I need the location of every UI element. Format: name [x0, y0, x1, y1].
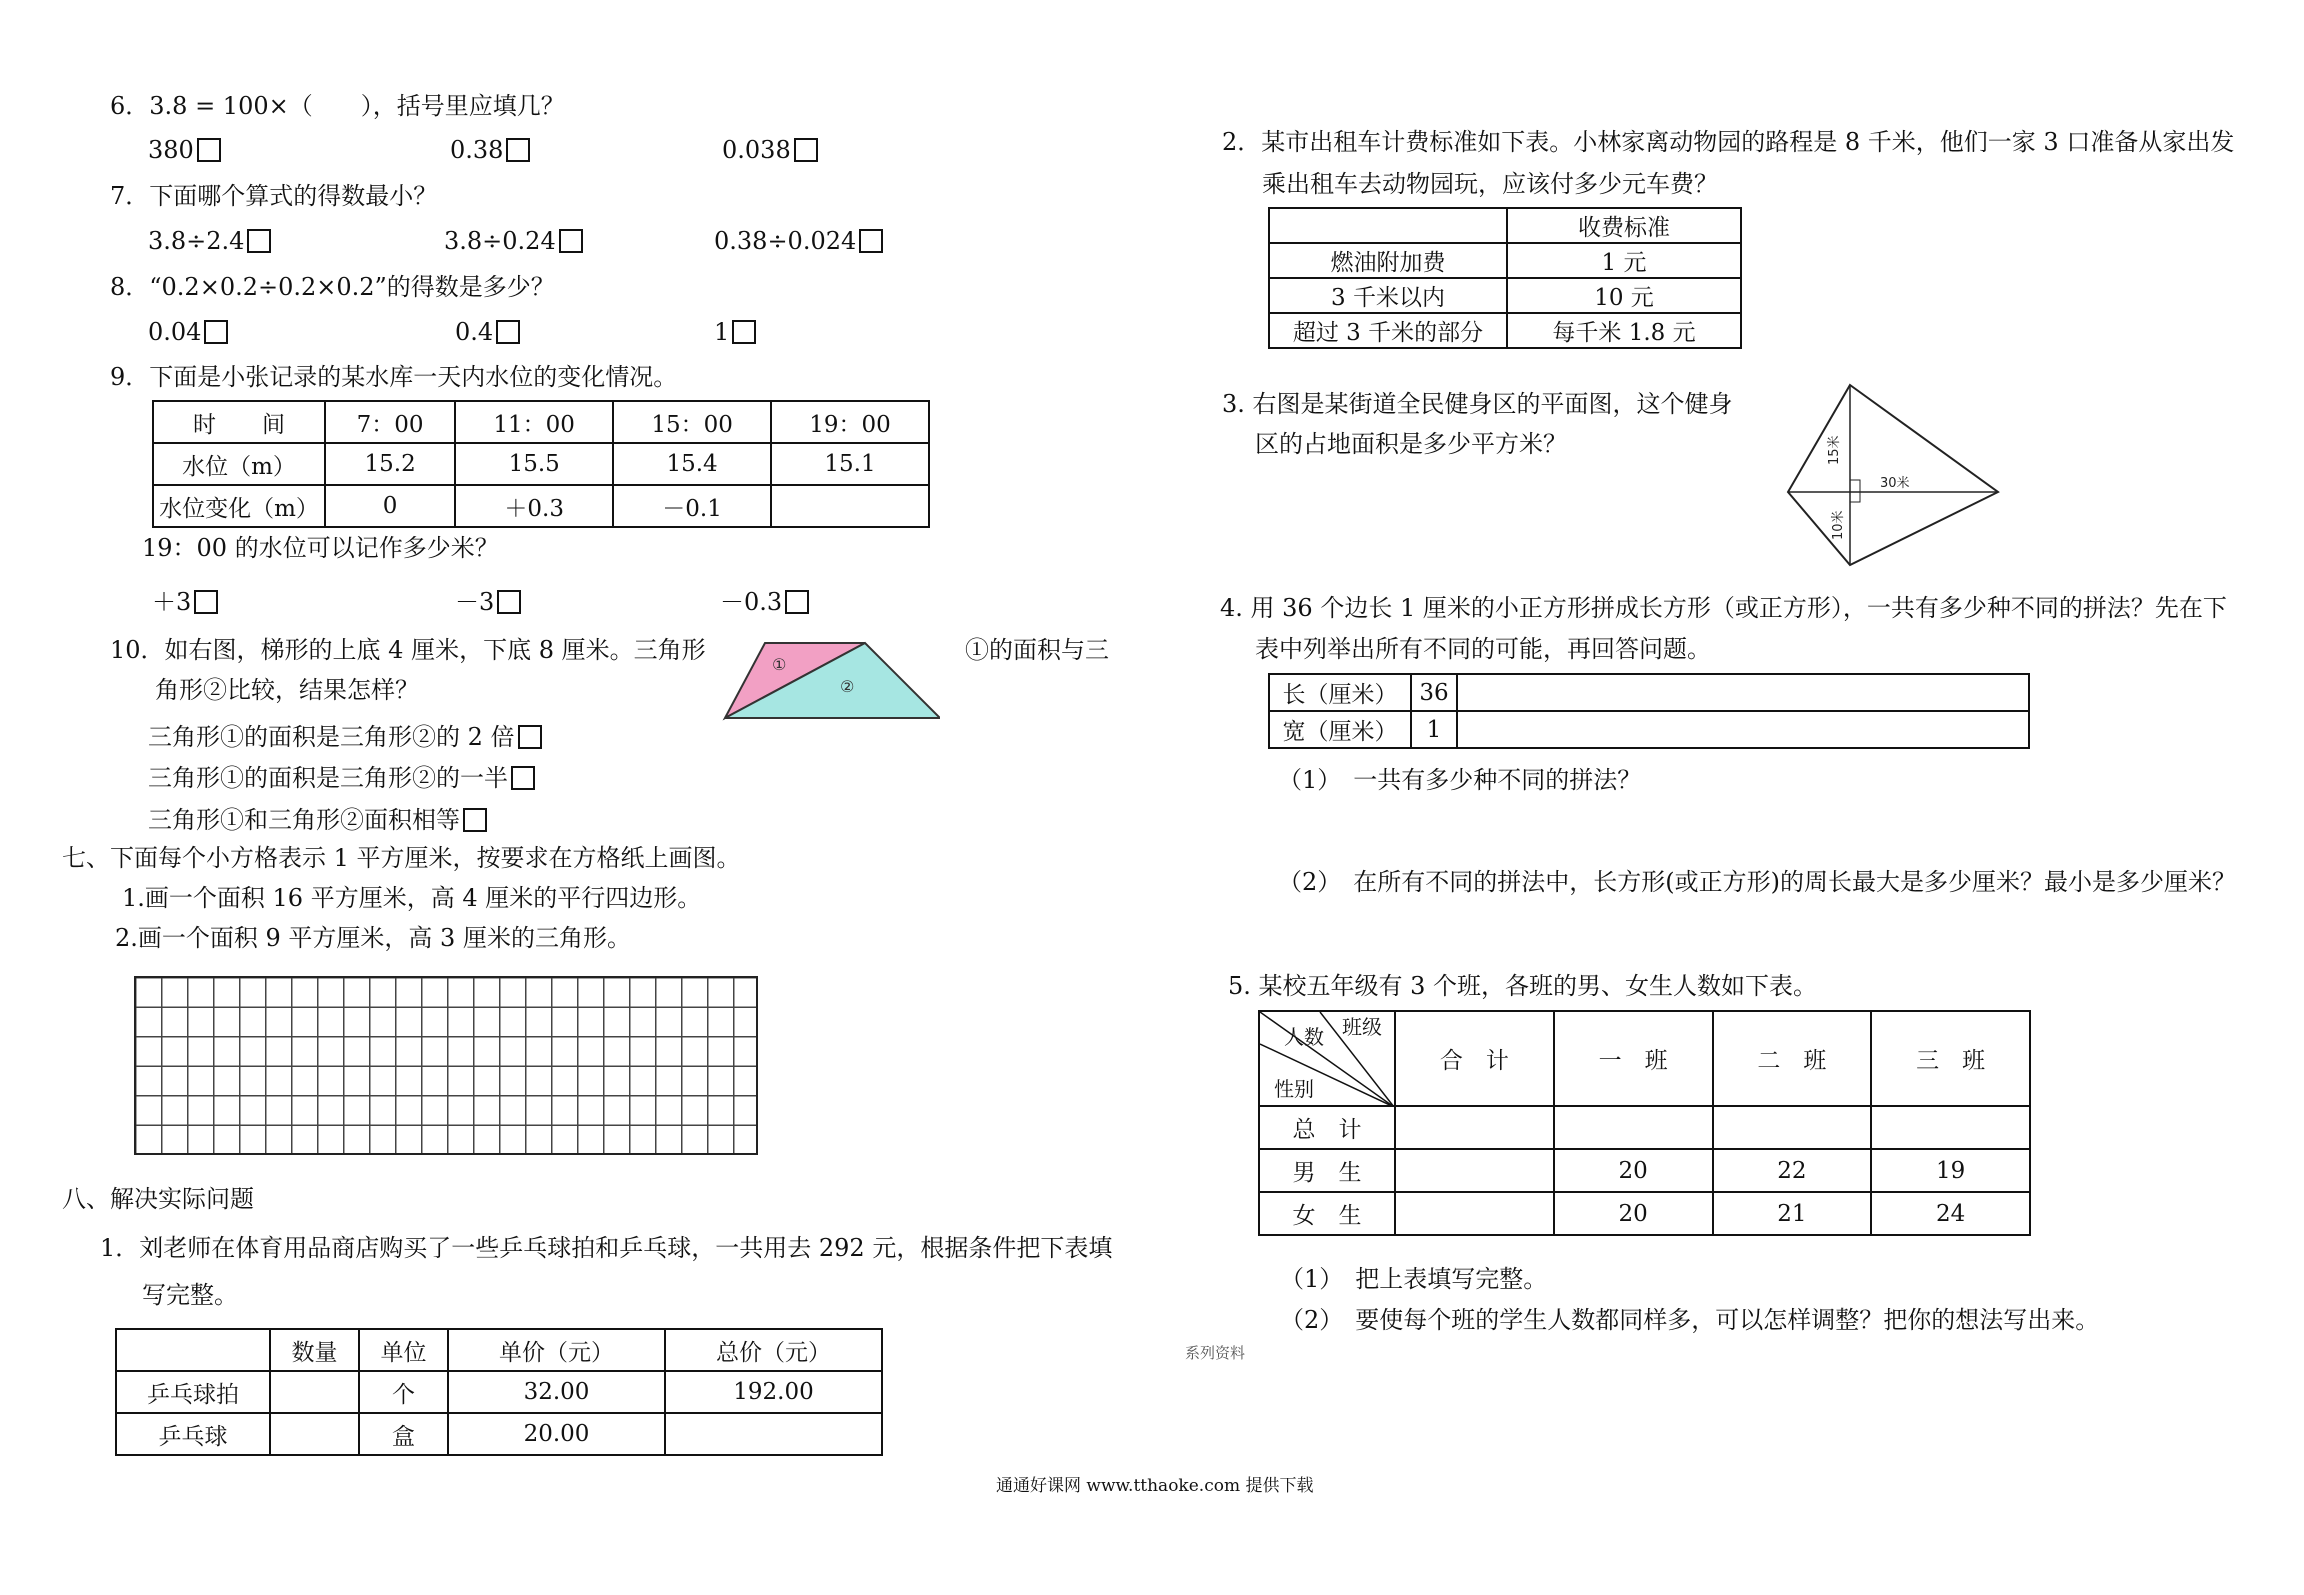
table-cell[interactable]	[1713, 1106, 1872, 1149]
checkbox[interactable]	[194, 590, 218, 614]
diag-banji: 班级	[1342, 1015, 1382, 1039]
s8-q1-text-a: 1．刘老师在体育用品商店购买了一些乒乓球拍和乒乓球，一共用去 292 元，根据条件把下表填	[100, 1234, 1113, 1262]
table-cell: 21	[1713, 1192, 1872, 1235]
table-cell: 收费标准	[1507, 208, 1741, 243]
table-header: 一 班	[1554, 1011, 1713, 1106]
r-q3-text-a: 3. 右图是某街道全民健身区的平面图，这个健身	[1222, 390, 1733, 418]
table-cell[interactable]	[270, 1413, 359, 1455]
q10-text-c: 角形②比较，结果怎样？	[155, 676, 419, 704]
pingpong-table	[115, 1328, 883, 1456]
table-cell: 20	[1554, 1192, 1713, 1235]
q9-subquestion: 19：00 的水位可以记作多少米？	[142, 534, 499, 562]
table-cell[interactable]	[1457, 674, 2029, 711]
checkbox[interactable]	[794, 138, 818, 162]
checkbox[interactable]	[197, 138, 221, 162]
table-cell[interactable]	[1457, 711, 2029, 748]
table-cell	[116, 1329, 270, 1371]
checkbox[interactable]	[785, 590, 809, 614]
section-7-title: 七、下面每个小方格表示 1 平方厘米，按要求在方格纸上画图。	[62, 844, 741, 872]
table-cell: －0.1	[613, 485, 771, 527]
table-cell: 燃油附加费	[1269, 243, 1507, 278]
table-cell[interactable]	[1395, 1149, 1554, 1192]
table-cell: 15：00	[613, 401, 771, 443]
table-cell: 时 间	[153, 401, 325, 443]
table-cell: 22	[1713, 1149, 1872, 1192]
diagonal-lines	[1260, 1012, 1394, 1107]
table-cell: 0	[325, 485, 455, 527]
class-students-table	[1258, 1010, 2031, 1236]
q9-option-c[interactable]: －0.3	[720, 590, 809, 614]
checkbox[interactable]	[497, 590, 521, 614]
table-cell	[1269, 208, 1507, 243]
table-cell: 总价（元）	[665, 1329, 882, 1371]
rectangle-table	[1268, 673, 2030, 749]
table-cell: 乒乓球拍	[116, 1371, 270, 1413]
watermark: 系列资料	[1185, 1344, 1246, 1362]
q9-option-a[interactable]: ＋3	[152, 590, 218, 614]
r-q2-text-a: 2．某市出租车计费标准如下表。小林家离动物园的路程是 8 千米，他们一家 3 口准备从家出发	[1222, 128, 2235, 156]
q7-text: 7．下面哪个算式的得数最小？	[110, 182, 438, 210]
table-cell: 男 生	[1259, 1149, 1395, 1192]
table-cell: 11：00	[455, 401, 613, 443]
r-q4-sub-1: （1） 一共有多少种不同的拼法？	[1278, 766, 1642, 794]
table-cell[interactable]	[1554, 1106, 1713, 1149]
table-cell[interactable]	[771, 485, 929, 527]
q10-text-a: 10．如右图，梯形的上底 4 厘米，下底 8 厘米。三角形	[110, 636, 706, 664]
table-cell[interactable]	[270, 1371, 359, 1413]
table-cell: 1 元	[1507, 243, 1741, 278]
table-cell: 女 生	[1259, 1192, 1395, 1235]
table-header: 二 班	[1713, 1011, 1872, 1106]
table-cell[interactable]	[1395, 1106, 1554, 1149]
table-cell: 20	[1554, 1149, 1713, 1192]
table-cell: 长（厘米）	[1269, 674, 1411, 711]
label-mid: 30米	[1880, 476, 1910, 491]
table-cell: 20.00	[448, 1413, 665, 1455]
checkbox[interactable]	[496, 320, 520, 344]
diag-xingbie: 性别	[1274, 1077, 1314, 1101]
table-cell: 19	[1871, 1149, 2030, 1192]
table-cell[interactable]	[665, 1413, 882, 1455]
table-cell: 个	[359, 1371, 448, 1413]
label-top: 15米	[1827, 435, 1842, 465]
checkbox[interactable]	[732, 320, 756, 344]
section-7-item-1: 1.画一个面积 16 平方厘米，高 4 厘米的平行四边形。	[122, 884, 702, 912]
r-q4-sub-2: （2） 在所有不同的拼法中，长方形(或正方形)的周长最大是多少厘米？最小是多少厘米？	[1278, 868, 2236, 896]
q9-text: 9．下面是小张记录的某水库一天内水位的变化情况。	[110, 363, 678, 391]
table-cell: 超过 3 千米的部分	[1269, 313, 1507, 348]
checkbox[interactable]	[859, 229, 883, 253]
table-cell: 总 计	[1259, 1106, 1395, 1149]
section-7-item-2: 2.画一个面积 9 平方厘米，高 3 厘米的三角形。	[115, 924, 631, 952]
table-cell: 36	[1411, 674, 1457, 711]
q6-text: 6．3.8 = 100×（ ），括号里应填几？	[110, 92, 565, 120]
table-cell: 单价（元）	[448, 1329, 665, 1371]
table-cell: ＋0.3	[455, 485, 613, 527]
table-cell: 24	[1871, 1192, 2030, 1235]
q9-option-b[interactable]: －3	[455, 590, 521, 614]
footer-text: 通通好课网 www.tthaoke.com 提供下载	[996, 1476, 1314, 1496]
q10-option-b[interactable]: 三角形①的面积是三角形②的一半	[148, 766, 535, 790]
q6-option-c[interactable]: 0.038	[722, 138, 818, 162]
table-cell: 水位变化（m）	[153, 485, 325, 527]
q10-option-c[interactable]: 三角形①和三角形②面积相等	[148, 808, 487, 832]
drawing-grid[interactable]	[134, 976, 758, 1155]
checkbox[interactable]	[506, 138, 530, 162]
q8-text: 8．“0.2×0.2÷0.2×0.2”的得数是多少？	[110, 273, 555, 301]
taxi-fare-table	[1268, 207, 1742, 349]
q8-option-a[interactable]: 0.04	[148, 320, 228, 344]
table-cell: 10 元	[1507, 278, 1741, 313]
table-cell: 单位	[359, 1329, 448, 1371]
q10-option-a[interactable]: 三角形①的面积是三角形②的 2 倍	[148, 725, 542, 749]
r-q5-sub-2: （2） 要使每个班的学生人数都同样多，可以怎样调整？把你的想法写出来。	[1280, 1306, 2100, 1334]
table-cell: 每千米 1.8 元	[1507, 313, 1741, 348]
table-cell: 水位（m）	[153, 443, 325, 485]
table-cell: 15.2	[325, 443, 455, 485]
triangle-1-label: ①	[772, 655, 787, 674]
trapezoid-figure	[720, 640, 940, 722]
table-header: 合 计	[1395, 1011, 1554, 1106]
q7-option-c[interactable]: 0.38÷0.024	[714, 229, 883, 253]
r-q5-text: 5. 某校五年级有 3 个班，各班的男、女生人数如下表。	[1228, 972, 1818, 1000]
checkbox[interactable]	[204, 320, 228, 344]
label-bottom: 10米	[1831, 510, 1846, 540]
diag-renshu: 人数	[1284, 1025, 1324, 1049]
table-header: 三 班	[1871, 1011, 2030, 1106]
water-level-table	[152, 400, 930, 528]
table-cell: 15.5	[455, 443, 613, 485]
r-q2-text-b: 乘出租车去动物园玩，应该付多少元车费？	[1262, 170, 1718, 198]
table-cell: 乒乓球	[116, 1413, 270, 1455]
table-cell: 宽（厘米）	[1269, 711, 1411, 748]
q8-option-c[interactable]: 1	[714, 320, 756, 344]
table-cell: 15.4	[613, 443, 771, 485]
q6-option-a[interactable]: 380	[148, 138, 221, 162]
table-cell: 19：00	[771, 401, 929, 443]
table-cell: 数量	[270, 1329, 359, 1371]
table-cell: 32.00	[448, 1371, 665, 1413]
table-cell: 盒	[359, 1413, 448, 1455]
checkbox[interactable]	[463, 808, 487, 832]
checkbox[interactable]	[559, 229, 583, 253]
diagonal-header-cell	[1259, 1011, 1395, 1106]
triangle-2-label: ②	[840, 677, 855, 696]
section-8-title: 八、解决实际问题	[62, 1185, 254, 1213]
table-cell: 1	[1411, 711, 1457, 748]
r-q5-sub-1: （1） 把上表填写完整。	[1280, 1265, 1548, 1293]
table-cell: 3 千米以内	[1269, 278, 1507, 313]
q10-text-b: ①的面积与三	[965, 636, 1109, 664]
r-q4-text-a: 4. 用 36 个边长 1 厘米的小正方形拼成长方形（或正方形），一共有多少种不同的拼法？先在下	[1220, 594, 2227, 622]
table-cell: 7：00	[325, 401, 455, 443]
q7-option-b[interactable]: 3.8÷0.24	[444, 229, 583, 253]
s8-q1-text-b: 写完整。	[142, 1281, 238, 1309]
checkbox[interactable]	[511, 766, 535, 790]
q6-option-b[interactable]: 0.38	[450, 138, 530, 162]
quadrilateral-figure	[1778, 380, 2008, 570]
r-q4-text-b: 表中列举出所有不同的可能，再回答问题。	[1255, 635, 1711, 663]
checkbox[interactable]	[518, 725, 542, 749]
q7-option-a[interactable]: 3.8÷2.4	[148, 229, 271, 253]
table-cell[interactable]	[1871, 1106, 2030, 1149]
table-cell: 192.00	[665, 1371, 882, 1413]
checkbox[interactable]	[247, 229, 271, 253]
q8-option-b[interactable]: 0.4	[455, 320, 520, 344]
table-cell: 15.1	[771, 443, 929, 485]
r-q3-text-b: 区的占地面积是多少平方米？	[1255, 430, 1567, 458]
table-cell[interactable]	[1395, 1192, 1554, 1235]
